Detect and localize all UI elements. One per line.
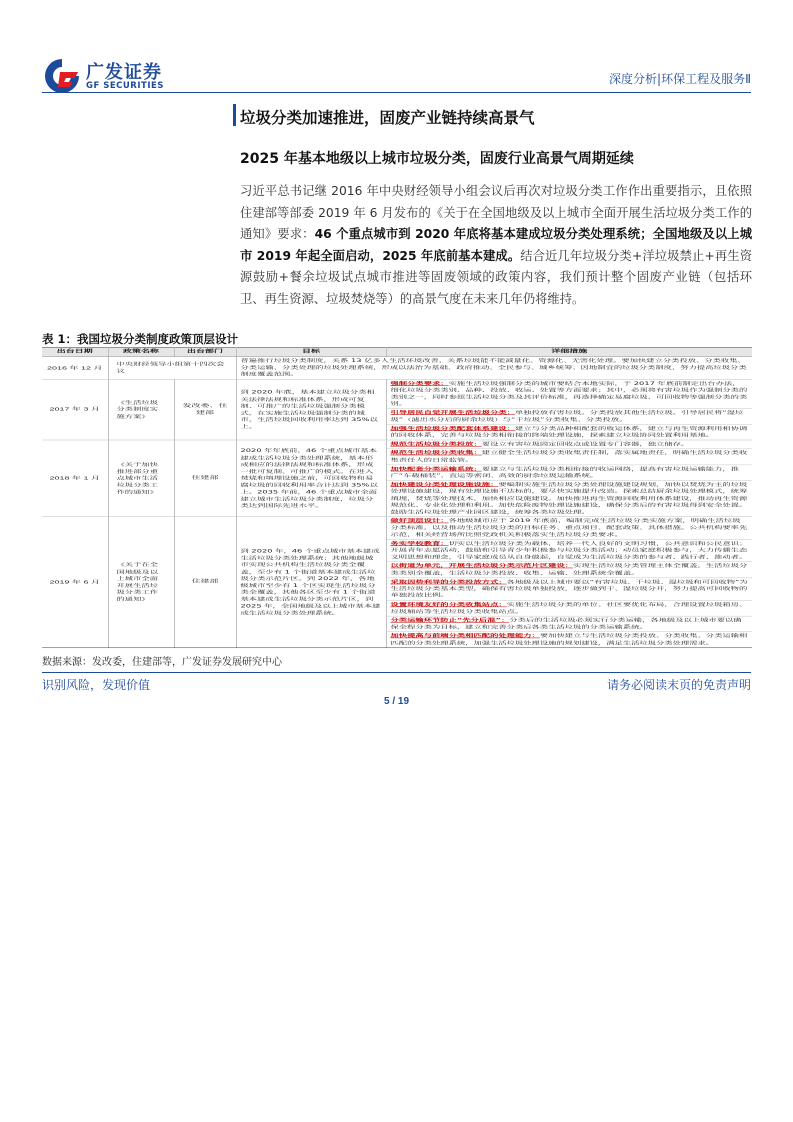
measure-label: 以街道为单元，开展生活垃圾分类示范片区建设： <box>390 563 574 569</box>
measure-item <box>387 540 753 563</box>
data-source: 数据来源：发改委，住建部等，广发证券发展研究中心 <box>42 657 282 668</box>
measure-label: 设置环境友好的分类收集站点： <box>390 601 507 607</box>
measure-label: 规范生活垃圾分类收集： <box>390 450 482 456</box>
measure-item <box>237 357 753 379</box>
cell-goal: 2020 年年底前，46 个重点城市基本建成生活垃圾分类处理系统，基本形成相应的法律法规和标准体系，形成一批可复制、可推广的模式。在进入焚烧和填埋设施之前，可回收物和易腐垃圾的回收利用率合计达到 35%以上。2035 年前，46 个重点城市全面建立城市生活垃圾分类制度，垃圾分类达到国际先进水平。 <box>236 440 386 517</box>
title-accent-bar <box>233 104 236 126</box>
cell-goal: 到 2020 年底，基本建立垃圾分类相关法律法规和标准体系，形成可复制、可推广的生活垃圾强制分类模式，在实施生活垃圾强制分类的城市，生活垃圾回收利用率达到 35%以上。 <box>236 379 386 440</box>
measure-item <box>387 616 753 632</box>
measure-label: 加强生活垃圾分类配套体系建设： <box>390 425 515 431</box>
measure-text: 普遍推行垃圾分类制度，关系 13 亿多人生活环境改善，关系垃圾能不能减量化、资源化、无害化处理。要加快建立分类投放、分类收集、分类运输、分类处理的垃圾处理系统，形成以法治为基础、政府推动、全民参与、城乡统筹、因地制宜的垃圾分类制度，努力提高垃圾分类制度覆盖范围。 <box>240 357 747 377</box>
measure-text: 实施生活垃圾强制分类的城市要结合本地实际，于 2017 年底前制定出台办法，细化垃圾分类类别、品种、投放、收运、处置等方面要求；其中，必须将有害垃圾作为强制分类的类别之一，同时参照生活垃圾分类及其评价标准，再选择确定易腐垃圾、可回收物等强制分类的类别。 <box>390 380 748 407</box>
paragraph-conclusion: 结合近几年垃圾分类+洋垃圾禁止+再生资源鼓励+餐余垃圾试点城市推进等固废领域的政策内容，我们预计整个固废产业链（包括环卫、再生资源、垃圾焚烧等）的高景气度在未来几年仍将维持。 <box>240 248 752 306</box>
logo-english-name: GF SECURITIES <box>86 81 164 91</box>
measure-item <box>387 409 753 425</box>
table-row <box>42 440 752 517</box>
table-row <box>42 517 752 648</box>
measure-text: 各地级城市应于 2019 年底前，编制完成生活垃圾分类实施方案，明确生活垃圾分类标准，以及推动生活垃圾分类的目标任务、重点项目、配套政策、具体措施。公共机构要率先示范，相关经营场所比照党政机关积极落实生活垃圾分类要求。 <box>390 518 748 537</box>
logo-chinese-name: 广发证券 <box>86 62 162 83</box>
measure-text: 要设立有害垃圾固定回收点或设置专门容器，独立储存。 <box>481 441 690 447</box>
cell-goal: 到 2020 年，46 个重点城市基本建成生活垃圾分类处理系统；其他地级城市实现公共机构生活垃圾分类全覆盖，至少有 1 个街道基本建成生活垃圾分类示范片区。到 2022 年，各地级城市至少有 1 个区实现生活垃圾分类全覆盖，其他各区至少有 1 个街道基本建成生活垃圾分类示范片区，到 2025 年，全国地级及以上城市基本建成生活垃圾分类处理系统。 <box>236 517 386 648</box>
cell-policy-name: 《生活垃圾分类制度实施方案》 <box>108 379 174 440</box>
cell-date: 2018 年 1 月 <box>42 440 108 517</box>
measure-text: 建立与分类品种相配套的收运体系，建立与再生资源利用相协调的回收体系，完善与垃圾分类相衔接的终端处理设施，探索建立垃圾协同处置利用基地。 <box>390 425 748 438</box>
measure-item <box>387 440 753 449</box>
measure-label: 务实学校教育： <box>390 540 449 546</box>
measure-text: 实现生活垃圾分类管理主体全覆盖，生活垃圾分类类别全覆盖，生活垃圾分类投放、收集、运输、处理系统全覆盖。 <box>390 563 748 576</box>
cell-date: 2017 年 3 月 <box>42 379 108 440</box>
paragraph-highlight: 46 个重点城市到 2020 年底将基本建成垃圾分类处理系统；全国地级及以上城市 2019 年起全面启动，2025 年底前基本建成。 <box>240 227 752 263</box>
measure-text: 要加快建立与生活垃圾分类投放、分类收集、分类运输相匹配的分类处理系统，加强生活垃圾处理设施的规划建设，满足生活垃圾分类处理需求。 <box>390 633 748 646</box>
cell-department: 发改委、住建部 <box>174 379 236 440</box>
measure-label: 做好顶层设计： <box>390 518 449 524</box>
measure-label: 加快提高与前端分类相匹配的处理能力： <box>390 633 540 639</box>
measure-text: 建立健全生活垃圾分类收集责任制，落实属地责任，明确生活垃圾分类收集责任人的日常监管。 <box>390 450 748 463</box>
measure-item <box>387 601 753 617</box>
header-measures: 详细措施 <box>386 347 752 356</box>
header-department: 出台部门 <box>174 347 236 356</box>
measure-text: 切实以生活垃圾分类为载体，培养一代人良好的文明习惯，公共意识和公民意识；开展青年志愿活动，鼓励和引导青少年积极参与垃圾分类活动；动员家庭积极参与，大力传播生态文明思想和理念，引导家庭成员从自身做起，自觉成为生活垃圾分类的参与者、践行者、推动者。 <box>390 540 748 560</box>
measure-text: 实施生活垃圾分类的单位、社区要优化布局，合理设置垃圾箱房、垃圾桶站等生活垃圾分类收集站点。 <box>390 601 748 614</box>
measure-item <box>387 379 753 408</box>
measure-label: 引导居民自觉开展生活垃圾分类： <box>390 409 515 416</box>
measure-label: 分类运输环节防止“先分后混”： <box>390 617 510 623</box>
cell-measures <box>386 379 752 440</box>
section-title: 垃圾分类加速推进，固废产业链持续高景气 <box>240 109 535 127</box>
measure-label: 加快建设分类处理设施设施： <box>390 481 499 488</box>
section-subtitle: 2025 年基本地级以上城市垃圾分类，固废行业高景气周期延续 <box>240 151 634 167</box>
cell-measures <box>386 517 752 648</box>
section-title-block <box>240 106 760 128</box>
measure-text: 单独投放有害垃圾。分类投放其他生活垃圾。引导居民将“湿垃圾”（滤出水分后的厨余垃圾）与“干垃圾”分类收集、分类投放。 <box>390 409 744 422</box>
cell-measures <box>386 440 752 517</box>
measure-item <box>387 425 753 440</box>
table-row <box>42 357 752 380</box>
gf-logo-icon <box>42 56 82 96</box>
page-number: 5 / 19 <box>383 696 410 707</box>
cell-measures <box>236 357 752 380</box>
cell-policy-name: 《关于在全国地级及以上城市全面开展生活垃圾分类工作的通知》 <box>108 517 174 648</box>
brand-logo <box>42 56 192 96</box>
cell-department: 住建部 <box>174 517 236 648</box>
policy-table <box>42 347 752 648</box>
paragraph-intro: 习近平总书记继 2016 年中央财经领导小组会议后再次对垃圾分类工作作出重要指示，且依照住建部等部委 2019 年 6 月发布的《关于在全国地级及以上城市全面开展生活垃圾分类工作的通知》要求： <box>240 184 752 241</box>
header-date: 出台日期 <box>42 347 108 356</box>
measure-item <box>387 481 753 517</box>
measure-item <box>387 562 753 578</box>
table-title: 表 1：我国垃圾分类制度政策顶层设计 <box>42 332 239 346</box>
measure-text: 要编制实施生活垃圾分类处理设施建设规划，加快以焚烧为主的垃圾处理设施建设，现有处理设施不达标的，要尽快实施提升改造。探索总结厨余垃圾处理模式，统筹填埋，焚烧等处理技术，加快相应设施建设。加快推进再生资源回收利用体系建设，推动再生资源规范化、专业化处理和利用。加快危险废物处理设施建设，确保分类后的有害垃圾得到安全处置。鼓励生活垃圾处理产业园区建设，统筹各类垃圾处理。 <box>390 481 748 515</box>
measure-item <box>387 578 753 601</box>
cell-date: 2016 年 12 月 <box>42 357 108 380</box>
report-category: 深度分析|环保工程及服务Ⅱ <box>609 72 751 86</box>
table-row <box>42 379 752 440</box>
header-goal: 目标 <box>236 347 386 356</box>
measure-label: 强制分类要求： <box>390 380 449 386</box>
measure-label: 加快配套分类运输系统： <box>390 466 482 472</box>
measure-item <box>387 517 753 540</box>
cell-policy-name: 中央财经领导小组第十四次会议 <box>108 357 236 380</box>
measure-label: 采取因势利导的分类投放方式： <box>390 579 507 585</box>
measure-text: 各地级及以上城市要以“有害垃圾、干垃圾、湿垃圾和可回收物”为生活垃圾分类基本类型，确保有害垃圾单独投放，逐步做到干、湿垃圾分开，努力提高可回收物的单独投放比例。 <box>390 579 748 598</box>
measure-text: 要建立与生活垃圾分类相衔接的收运网络，提高有害垃圾运输能力，推广“车载桶装”、直运等密闭、高效的厨余垃圾运输系统。 <box>390 466 739 479</box>
cell-department: 住建部 <box>174 440 236 517</box>
footer-divider <box>42 672 751 673</box>
table-header-row <box>42 347 752 356</box>
measure-item <box>387 449 753 465</box>
measure-text: 分类后的生活垃圾必须实行分类运输，各地级及以上城市要以确保全程分类为目标，建立和完善分类后各类生活垃圾的分类运输系统。 <box>390 617 742 630</box>
measure-item <box>387 632 753 647</box>
footer-slogan: 识别风险，发现价值 <box>42 678 151 692</box>
body-paragraph <box>240 181 752 310</box>
header-policy-name: 政策名称 <box>108 347 174 356</box>
measure-label: 规范生活垃圾分类投放： <box>390 441 482 447</box>
header-divider <box>42 92 751 93</box>
cell-date: 2019 年 6 月 <box>42 517 108 648</box>
footer-disclaimer-link[interactable]: 请务必阅读末页的免责声明 <box>606 678 751 692</box>
cell-policy-name: 《关于加快推进部分重点城市生活垃圾分类工作的通知》 <box>108 440 174 517</box>
measure-item <box>387 465 753 481</box>
